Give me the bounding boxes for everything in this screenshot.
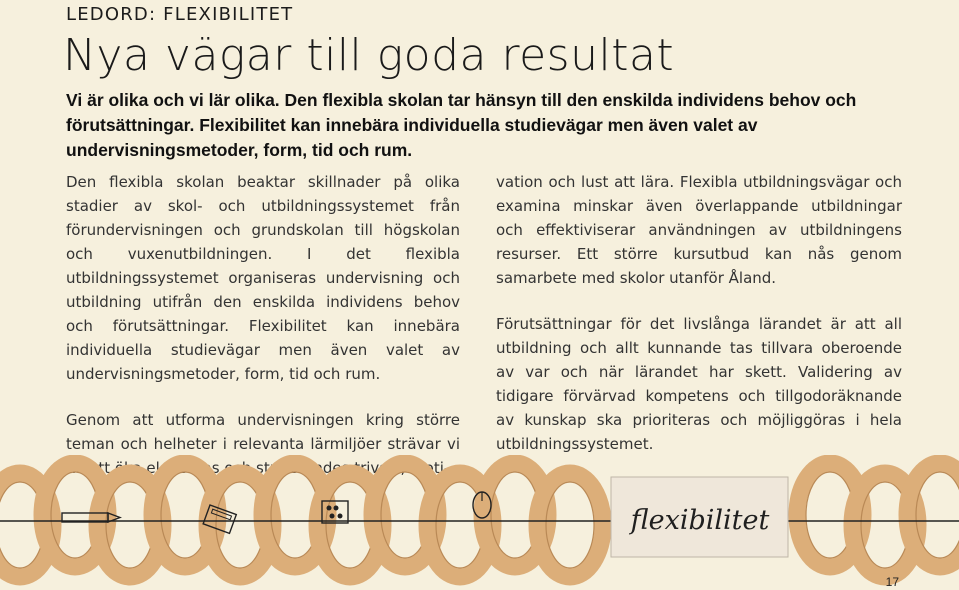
flexibilitet-label: flexibilitet (630, 505, 770, 536)
paper-loop (907, 463, 959, 567)
lead-paragraph: Vi är olika och vi lär olika. Den flexibla skolan tar hänsyn till den enskilda individens behov och förutsättningar. Flexibilitet kan innebära individuella studievägar men även valet av undervisningsmetoder, form, tid och rum. (66, 90, 857, 160)
paper-spiral-illustration (0, 455, 959, 590)
flexibilitet-label-card (611, 477, 788, 557)
body-paragraph: Genom att utforma undervisningen kring större teman och helheter i relevanta lärmiljöer strävar vi till att öka elevernas och studerandes trivsel, moti- (66, 411, 460, 477)
body-paragraph: Den flexibla skolan beaktar skillnader på olika stadier av skol- och utbildningssystemet från förundervisningen och grundskolan till högskolan och vuxenutbildningen. I det flexibla utbildningssystemet organiseras undervisning och utbildning utifrån den enskilda individens behov och förutsättningar. Flexibilitet kan innebära individuella studievägar men även valet av undervisningsmetoder, form, tid och rum. (66, 173, 460, 383)
body-paragraph: Förutsättningar för det livslånga lärandet är att all utbildning och allt kunnande tas tillvara oberoende av var och när lärandet har skett. Validering av tidigare förvärvad kompetens och tillgodoräknande av kunskap ska prioriteras och möjliggöras i hela utbildningssystemet. (496, 315, 902, 453)
body-column-left (66, 170, 460, 502)
page-number: 17 (885, 575, 899, 589)
page-title: Nya vägar till goda resultat (63, 30, 675, 81)
paper-loops (0, 463, 959, 577)
body-paragraph: vation och lust att lära. Flexibla utbildningsvägar och examina minskar även överlappande utbildningar och effektiviserar användningen av utbildningens resurser. Ett större kursutbud kan nås genom samarbete med skolor utanför Åland. (496, 173, 902, 287)
body-column-right (496, 170, 902, 478)
section-kicker: LEDORD: FLEXIBILITET (66, 4, 294, 25)
